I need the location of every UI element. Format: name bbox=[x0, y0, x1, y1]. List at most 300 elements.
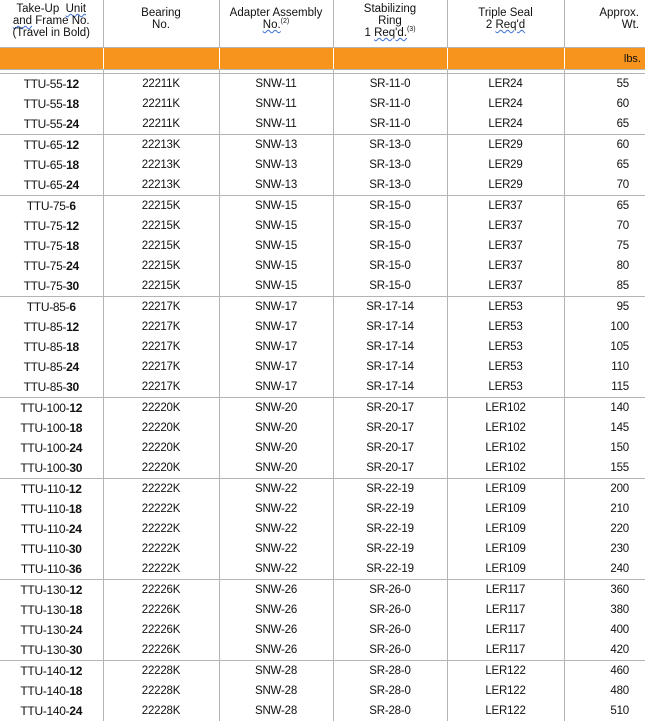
header-ring-line3b: Req'd. bbox=[374, 27, 407, 39]
unit-prefix: TTU-110- bbox=[21, 482, 69, 496]
unit-prefix: TTU-130- bbox=[20, 643, 69, 657]
cell-weight: 115 bbox=[564, 377, 645, 398]
cell-weight: 240 bbox=[564, 559, 645, 580]
unit-travel: 24 bbox=[69, 522, 82, 536]
table-row bbox=[0, 600, 645, 620]
table-row bbox=[0, 701, 645, 721]
units-band-cell bbox=[219, 48, 333, 70]
cell-adapter: SNW-17 bbox=[219, 317, 333, 337]
unit-travel: 36 bbox=[69, 562, 82, 576]
unit-travel: 12 bbox=[69, 482, 82, 496]
cell-weight: 230 bbox=[564, 539, 645, 559]
header-bearing-line2: No. bbox=[152, 19, 170, 31]
table-row bbox=[0, 519, 645, 539]
unit-travel: 30 bbox=[69, 643, 82, 657]
cell-unit bbox=[0, 458, 103, 479]
cell-unit bbox=[0, 135, 103, 156]
cell-adapter: SNW-26 bbox=[219, 620, 333, 640]
cell-ring: SR-20-17 bbox=[333, 438, 447, 458]
unit-travel: 24 bbox=[69, 704, 82, 718]
cell-unit bbox=[0, 438, 103, 458]
cell-weight: 360 bbox=[564, 580, 645, 601]
header-unit-line1a: Take-Up bbox=[16, 3, 59, 15]
unit-prefix: TTU-65- bbox=[24, 138, 67, 152]
cell-bearing: 22222K bbox=[103, 539, 219, 559]
cell-weight: 380 bbox=[564, 600, 645, 620]
cell-weight: 155 bbox=[564, 458, 645, 479]
cell-unit bbox=[0, 661, 103, 682]
unit-prefix: TTU-85- bbox=[24, 360, 67, 374]
cell-adapter: SNW-20 bbox=[219, 458, 333, 479]
cell-bearing: 22220K bbox=[103, 458, 219, 479]
cell-ring: SR-13-0 bbox=[333, 155, 447, 175]
cell-seal: LER53 bbox=[447, 377, 564, 398]
cell-ring: SR-22-19 bbox=[333, 539, 447, 559]
cell-adapter: SNW-17 bbox=[219, 377, 333, 398]
cell-weight: 220 bbox=[564, 519, 645, 539]
cell-seal: LER53 bbox=[447, 317, 564, 337]
table-row bbox=[0, 175, 645, 196]
header-adapter-line1: Adapter Assembly bbox=[230, 7, 323, 19]
cell-adapter: SNW-26 bbox=[219, 600, 333, 620]
cell-seal: LER117 bbox=[447, 640, 564, 661]
header-adapter bbox=[219, 0, 333, 48]
cell-ring: SR-15-0 bbox=[333, 236, 447, 256]
cell-adapter: SNW-13 bbox=[219, 175, 333, 196]
header-seal-line1: Triple Seal bbox=[478, 7, 533, 19]
cell-bearing: 22222K bbox=[103, 479, 219, 500]
cell-bearing: 22220K bbox=[103, 398, 219, 419]
unit-travel: 18 bbox=[69, 421, 82, 435]
cell-weight: 85 bbox=[564, 276, 645, 297]
cell-bearing: 22228K bbox=[103, 701, 219, 721]
table-row bbox=[0, 94, 645, 114]
unit-prefix: TTU-55- bbox=[24, 117, 67, 131]
table-row bbox=[0, 74, 645, 95]
cell-unit bbox=[0, 317, 103, 337]
cell-weight: 80 bbox=[564, 256, 645, 276]
cell-seal: LER117 bbox=[447, 580, 564, 601]
unit-travel: 6 bbox=[69, 199, 75, 213]
cell-unit bbox=[0, 398, 103, 419]
unit-travel: 24 bbox=[66, 360, 79, 374]
unit-prefix: TTU-85- bbox=[24, 380, 67, 394]
cell-ring: SR-26-0 bbox=[333, 620, 447, 640]
cell-seal: LER102 bbox=[447, 438, 564, 458]
cell-weight: 70 bbox=[564, 216, 645, 236]
cell-bearing: 22226K bbox=[103, 640, 219, 661]
table-header bbox=[0, 0, 645, 74]
cell-ring: SR-15-0 bbox=[333, 196, 447, 217]
unit-travel: 12 bbox=[66, 77, 79, 91]
unit-prefix: TTU-110- bbox=[21, 542, 69, 556]
unit-prefix: TTU-75- bbox=[27, 199, 70, 213]
unit-prefix: TTU-140- bbox=[20, 664, 69, 678]
cell-ring: SR-28-0 bbox=[333, 681, 447, 701]
unit-travel: 18 bbox=[66, 158, 79, 172]
cell-seal: LER24 bbox=[447, 94, 564, 114]
unit-prefix: TTU-100- bbox=[20, 441, 69, 455]
cell-weight: 70 bbox=[564, 175, 645, 196]
cell-bearing: 22215K bbox=[103, 256, 219, 276]
unit-travel: 24 bbox=[66, 259, 79, 273]
cell-adapter: SNW-20 bbox=[219, 438, 333, 458]
cell-adapter: SNW-22 bbox=[219, 499, 333, 519]
cell-bearing: 22217K bbox=[103, 337, 219, 357]
table-row bbox=[0, 357, 645, 377]
cell-bearing: 22228K bbox=[103, 681, 219, 701]
unit-travel: 6 bbox=[69, 300, 75, 314]
unit-travel: 18 bbox=[69, 603, 82, 617]
header-weight-line2: Wt. bbox=[622, 19, 639, 31]
cell-seal: LER109 bbox=[447, 539, 564, 559]
cell-unit bbox=[0, 418, 103, 438]
cell-unit bbox=[0, 114, 103, 135]
cell-adapter: SNW-15 bbox=[219, 236, 333, 256]
cell-bearing: 22213K bbox=[103, 135, 219, 156]
cell-ring: SR-11-0 bbox=[333, 114, 447, 135]
cell-ring: SR-28-0 bbox=[333, 701, 447, 721]
unit-prefix: TTU-100- bbox=[20, 461, 69, 475]
header-seal-line2b: Req'd bbox=[495, 19, 525, 31]
cell-unit bbox=[0, 276, 103, 297]
unit-prefix: TTU-75- bbox=[24, 239, 67, 253]
cell-ring: SR-26-0 bbox=[333, 580, 447, 601]
table-row bbox=[0, 337, 645, 357]
cell-seal: LER29 bbox=[447, 135, 564, 156]
cell-ring: SR-11-0 bbox=[333, 94, 447, 114]
cell-weight: 200 bbox=[564, 479, 645, 500]
unit-prefix: TTU-65- bbox=[24, 178, 67, 192]
unit-travel: 12 bbox=[69, 664, 82, 678]
table-row bbox=[0, 438, 645, 458]
cell-bearing: 22211K bbox=[103, 94, 219, 114]
cell-weight: 55 bbox=[564, 74, 645, 95]
cell-weight: 400 bbox=[564, 620, 645, 640]
table-row bbox=[0, 539, 645, 559]
cell-seal: LER37 bbox=[447, 256, 564, 276]
cell-bearing: 22213K bbox=[103, 175, 219, 196]
cell-bearing: 22217K bbox=[103, 357, 219, 377]
cell-seal: LER24 bbox=[447, 114, 564, 135]
cell-ring: SR-13-0 bbox=[333, 135, 447, 156]
cell-seal: LER29 bbox=[447, 155, 564, 175]
cell-adapter: SNW-17 bbox=[219, 297, 333, 318]
cell-bearing: 22226K bbox=[103, 580, 219, 601]
cell-seal: LER109 bbox=[447, 499, 564, 519]
cell-seal: LER29 bbox=[447, 175, 564, 196]
table-row bbox=[0, 661, 645, 682]
unit-prefix: TTU-75- bbox=[24, 219, 67, 233]
cell-seal: LER117 bbox=[447, 600, 564, 620]
unit-travel: 12 bbox=[66, 138, 79, 152]
cell-ring: SR-17-14 bbox=[333, 377, 447, 398]
table-row bbox=[0, 458, 645, 479]
cell-seal: LER53 bbox=[447, 297, 564, 318]
cell-weight: 210 bbox=[564, 499, 645, 519]
cell-seal: LER122 bbox=[447, 701, 564, 721]
cell-weight: 145 bbox=[564, 418, 645, 438]
cell-weight: 105 bbox=[564, 337, 645, 357]
cell-adapter: SNW-11 bbox=[219, 94, 333, 114]
table-row bbox=[0, 276, 645, 297]
cell-adapter: SNW-20 bbox=[219, 418, 333, 438]
cell-ring: SR-13-0 bbox=[333, 175, 447, 196]
units-band-cell bbox=[0, 48, 103, 70]
unit-prefix: TTU-130- bbox=[20, 583, 69, 597]
header-ring bbox=[333, 0, 447, 48]
cell-bearing: 22222K bbox=[103, 499, 219, 519]
header-unit-line2b: Frame No. bbox=[35, 15, 89, 27]
cell-adapter: SNW-15 bbox=[219, 276, 333, 297]
table-body bbox=[0, 74, 645, 721]
unit-travel: 12 bbox=[66, 320, 79, 334]
unit-prefix: TTU-130- bbox=[20, 623, 69, 637]
cell-weight: 65 bbox=[564, 114, 645, 135]
unit-prefix: TTU-140- bbox=[20, 704, 69, 718]
unit-prefix: TTU-55- bbox=[24, 77, 67, 91]
cell-weight: 75 bbox=[564, 236, 645, 256]
unit-travel: 24 bbox=[69, 623, 82, 637]
cell-ring: SR-28-0 bbox=[333, 661, 447, 682]
cell-ring: SR-22-19 bbox=[333, 559, 447, 580]
unit-prefix: TTU-65- bbox=[24, 158, 67, 172]
unit-travel: 12 bbox=[66, 219, 79, 233]
cell-unit bbox=[0, 155, 103, 175]
cell-adapter: SNW-11 bbox=[219, 114, 333, 135]
cell-weight: 420 bbox=[564, 640, 645, 661]
cell-bearing: 22215K bbox=[103, 216, 219, 236]
table-row bbox=[0, 499, 645, 519]
header-ring-line3a: 1 bbox=[364, 27, 370, 39]
cell-seal: LER122 bbox=[447, 681, 564, 701]
unit-prefix: TTU-140- bbox=[20, 684, 69, 698]
cell-ring: SR-15-0 bbox=[333, 256, 447, 276]
cell-bearing: 22217K bbox=[103, 317, 219, 337]
table-row bbox=[0, 620, 645, 640]
cell-bearing: 22215K bbox=[103, 196, 219, 217]
unit-travel: 18 bbox=[66, 239, 79, 253]
header-weight bbox=[564, 0, 645, 48]
cell-bearing: 22211K bbox=[103, 114, 219, 135]
cell-weight: 460 bbox=[564, 661, 645, 682]
unit-travel: 18 bbox=[66, 97, 79, 111]
cell-weight: 480 bbox=[564, 681, 645, 701]
unit-travel: 30 bbox=[69, 542, 82, 556]
unit-travel: 30 bbox=[69, 461, 82, 475]
cell-adapter: SNW-28 bbox=[219, 701, 333, 721]
cell-bearing: 22217K bbox=[103, 297, 219, 318]
cell-ring: SR-22-19 bbox=[333, 519, 447, 539]
table-row bbox=[0, 135, 645, 156]
unit-travel: 24 bbox=[69, 441, 82, 455]
cell-bearing: 22220K bbox=[103, 418, 219, 438]
units-band-cell bbox=[103, 48, 219, 70]
cell-unit bbox=[0, 580, 103, 601]
cell-weight: 510 bbox=[564, 701, 645, 721]
unit-travel: 24 bbox=[66, 178, 79, 192]
cell-unit bbox=[0, 297, 103, 318]
unit-travel: 12 bbox=[69, 401, 82, 415]
cell-seal: LER117 bbox=[447, 620, 564, 640]
cell-adapter: SNW-26 bbox=[219, 580, 333, 601]
cell-weight: 150 bbox=[564, 438, 645, 458]
cell-ring: SR-20-17 bbox=[333, 458, 447, 479]
cell-bearing: 22222K bbox=[103, 559, 219, 580]
cell-seal: LER37 bbox=[447, 216, 564, 236]
cell-ring: SR-26-0 bbox=[333, 600, 447, 620]
unit-prefix: TTU-110- bbox=[21, 562, 69, 576]
cell-adapter: SNW-15 bbox=[219, 196, 333, 217]
table-row bbox=[0, 317, 645, 337]
cell-weight: 65 bbox=[564, 196, 645, 217]
cell-bearing: 22220K bbox=[103, 438, 219, 458]
cell-bearing: 22226K bbox=[103, 600, 219, 620]
unit-travel: 18 bbox=[66, 340, 79, 354]
units-band-cell bbox=[333, 48, 447, 70]
unit-travel: 30 bbox=[66, 380, 79, 394]
units-band bbox=[0, 48, 645, 70]
cell-unit bbox=[0, 539, 103, 559]
cell-ring: SR-22-19 bbox=[333, 499, 447, 519]
cell-unit bbox=[0, 256, 103, 276]
cell-adapter: SNW-13 bbox=[219, 135, 333, 156]
cell-adapter: SNW-15 bbox=[219, 256, 333, 276]
header-unit-line3: (Travel in Bold) bbox=[12, 27, 90, 39]
cell-ring: SR-26-0 bbox=[333, 640, 447, 661]
unit-prefix: TTU-75- bbox=[24, 259, 67, 273]
cell-ring: SR-22-19 bbox=[333, 479, 447, 500]
cell-unit bbox=[0, 479, 103, 500]
table-row bbox=[0, 256, 645, 276]
cell-weight: 60 bbox=[564, 135, 645, 156]
cell-adapter: SNW-22 bbox=[219, 519, 333, 539]
header-unit-line2a: and bbox=[13, 15, 32, 27]
table-row bbox=[0, 580, 645, 601]
table-row bbox=[0, 681, 645, 701]
cell-adapter: SNW-15 bbox=[219, 216, 333, 236]
cell-ring: SR-20-17 bbox=[333, 418, 447, 438]
table-row bbox=[0, 216, 645, 236]
table-row bbox=[0, 196, 645, 217]
unit-prefix: TTU-75- bbox=[24, 279, 67, 293]
unit-prefix: TTU-100- bbox=[20, 421, 69, 435]
cell-weight: 95 bbox=[564, 297, 645, 318]
cell-weight: 100 bbox=[564, 317, 645, 337]
cell-unit bbox=[0, 357, 103, 377]
units-label: lbs. bbox=[564, 48, 645, 70]
header-unit bbox=[0, 0, 103, 48]
header-seal-line2a: 2 bbox=[486, 19, 492, 31]
units-band-cell bbox=[447, 48, 564, 70]
cell-unit bbox=[0, 620, 103, 640]
cell-adapter: SNW-13 bbox=[219, 155, 333, 175]
header-bearing-line1: Bearing bbox=[141, 7, 181, 19]
cell-bearing: 22217K bbox=[103, 377, 219, 398]
unit-travel: 30 bbox=[66, 279, 79, 293]
cell-weight: 60 bbox=[564, 94, 645, 114]
cell-seal: LER102 bbox=[447, 458, 564, 479]
cell-seal: LER102 bbox=[447, 398, 564, 419]
table-row bbox=[0, 155, 645, 175]
cell-adapter: SNW-20 bbox=[219, 398, 333, 419]
cell-seal: LER53 bbox=[447, 357, 564, 377]
cell-weight: 65 bbox=[564, 155, 645, 175]
cell-adapter: SNW-28 bbox=[219, 661, 333, 682]
cell-unit bbox=[0, 74, 103, 95]
header-ring-footnote: (3) bbox=[407, 26, 416, 33]
cell-seal: LER37 bbox=[447, 276, 564, 297]
cell-adapter: SNW-28 bbox=[219, 681, 333, 701]
cell-unit bbox=[0, 216, 103, 236]
table-row bbox=[0, 479, 645, 500]
table-row bbox=[0, 398, 645, 419]
header-weight-line1: Approx. bbox=[599, 7, 639, 19]
cell-unit bbox=[0, 640, 103, 661]
cell-ring: SR-15-0 bbox=[333, 276, 447, 297]
cell-seal: LER102 bbox=[447, 418, 564, 438]
unit-travel: 12 bbox=[69, 583, 82, 597]
cell-seal: LER122 bbox=[447, 661, 564, 682]
cell-unit bbox=[0, 499, 103, 519]
cell-unit bbox=[0, 559, 103, 580]
cell-ring: SR-17-14 bbox=[333, 297, 447, 318]
header-adapter-line2: No. bbox=[263, 19, 281, 31]
cell-ring: SR-17-14 bbox=[333, 317, 447, 337]
cell-unit bbox=[0, 196, 103, 217]
unit-prefix: TTU-110- bbox=[21, 522, 69, 536]
table-row bbox=[0, 297, 645, 318]
unit-prefix: TTU-130- bbox=[20, 603, 69, 617]
cell-unit bbox=[0, 175, 103, 196]
cell-adapter: SNW-26 bbox=[219, 640, 333, 661]
unit-prefix: TTU-85- bbox=[27, 300, 70, 314]
unit-travel: 24 bbox=[66, 117, 79, 131]
header-adapter-footnote: (2) bbox=[281, 18, 290, 25]
table-row bbox=[0, 114, 645, 135]
cell-seal: LER109 bbox=[447, 479, 564, 500]
cell-ring: SR-11-0 bbox=[333, 74, 447, 95]
cell-seal: LER24 bbox=[447, 74, 564, 95]
header-row bbox=[0, 0, 645, 48]
cell-ring: SR-15-0 bbox=[333, 216, 447, 236]
unit-prefix: TTU-55- bbox=[24, 97, 67, 111]
cell-adapter: SNW-11 bbox=[219, 74, 333, 95]
header-unit-line1b: Unit bbox=[66, 3, 86, 15]
cell-unit bbox=[0, 681, 103, 701]
table-row bbox=[0, 640, 645, 661]
cell-weight: 110 bbox=[564, 357, 645, 377]
table-row bbox=[0, 559, 645, 580]
cell-bearing: 22222K bbox=[103, 519, 219, 539]
cell-ring: SR-17-14 bbox=[333, 337, 447, 357]
cell-seal: LER109 bbox=[447, 559, 564, 580]
cell-adapter: SNW-17 bbox=[219, 357, 333, 377]
cell-weight: 140 bbox=[564, 398, 645, 419]
unit-prefix: TTU-100- bbox=[20, 401, 69, 415]
cell-bearing: 22215K bbox=[103, 236, 219, 256]
cell-unit bbox=[0, 701, 103, 721]
header-ring-line1: Stabilizing bbox=[364, 3, 416, 15]
header-ring-line2: Ring bbox=[378, 15, 402, 27]
cell-unit bbox=[0, 236, 103, 256]
table-row bbox=[0, 236, 645, 256]
table-row bbox=[0, 418, 645, 438]
cell-unit bbox=[0, 94, 103, 114]
cell-bearing: 22228K bbox=[103, 661, 219, 682]
cell-unit bbox=[0, 600, 103, 620]
unit-travel: 18 bbox=[69, 502, 82, 516]
